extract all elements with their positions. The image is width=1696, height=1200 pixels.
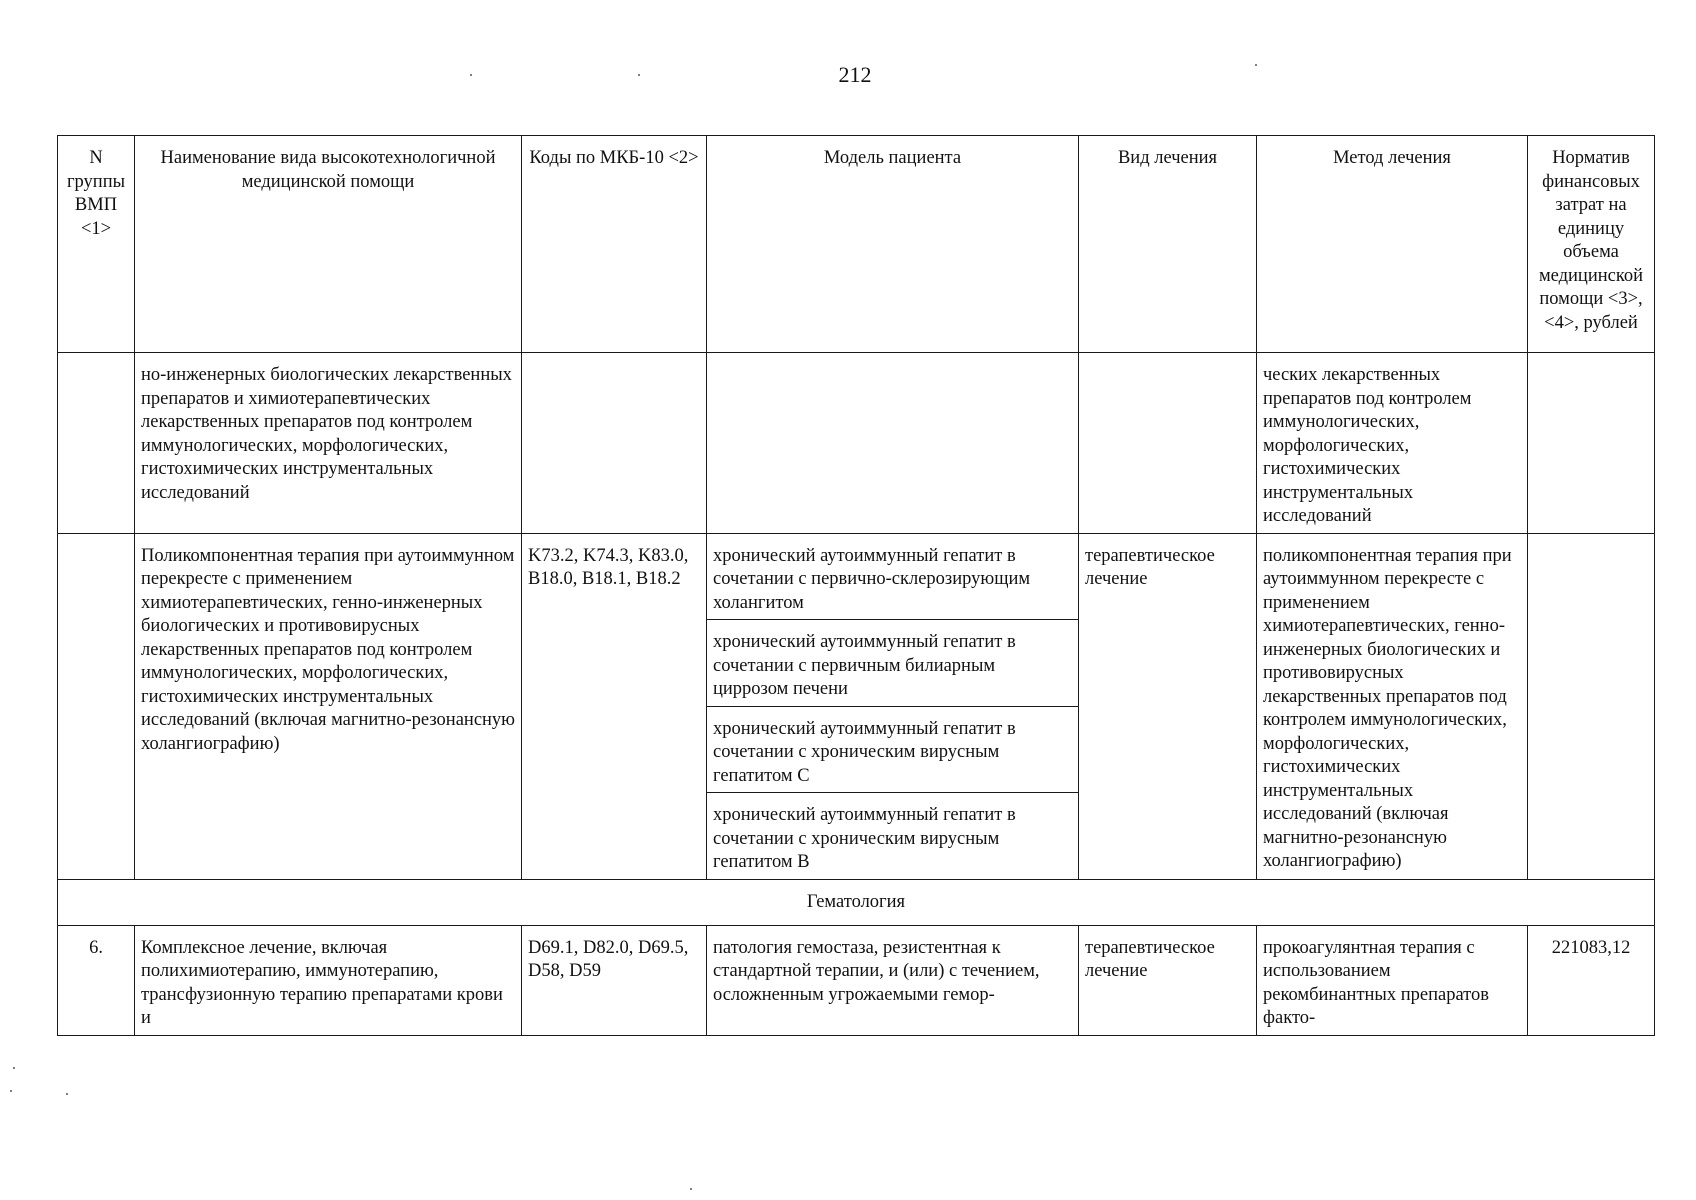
hep-treatment-cell: терапевтическое лечение bbox=[1079, 533, 1257, 879]
hep-model-3: хронический аутоиммунный гепатит в сочетании с хроническим вирусным гепатитом C bbox=[707, 706, 1079, 793]
row6-codes: D69.1, D82.0, D69.5, D58, D59 bbox=[522, 925, 707, 1035]
cont-name-cell: но-инженерных биологических лекарственных препаратов и химиотерапевтических лекарственных препаратов под контролем иммунологических, морфологических, гистохимических инструментальных исследований bbox=[135, 353, 522, 534]
page-number: 212 bbox=[838, 62, 872, 87]
cont-treatment-cell bbox=[1079, 353, 1257, 534]
hep-group-cell bbox=[58, 533, 135, 879]
header-treatment: Вид лечения bbox=[1079, 136, 1257, 353]
header-model: Модель пациента bbox=[707, 136, 1079, 353]
hep-model-1: хронический аутоиммунный гепатит в сочетании с первично-склерозирующим холангитом bbox=[707, 533, 1079, 620]
row-6 bbox=[58, 925, 1655, 1035]
hep-model-4: хронический аутоиммунный гепатит в сочетании с хроническим вирусным гепатитом B bbox=[707, 793, 1079, 880]
hepatitis-row bbox=[58, 533, 1655, 620]
header-row bbox=[58, 136, 1655, 353]
cont-codes-cell bbox=[522, 353, 707, 534]
row6-model: патология гемостаза, резистентная к стандартной терапии, и (или) с течением, осложненным угрожаемыми гемор- bbox=[707, 925, 1079, 1035]
row6-group: 6. bbox=[58, 925, 135, 1035]
hep-model-2: хронический аутоиммунный гепатит в сочетании с первичным билиарным циррозом печени bbox=[707, 620, 1079, 707]
scan-speck bbox=[638, 74, 640, 76]
cont-group-cell bbox=[58, 353, 135, 534]
scan-speck bbox=[66, 1093, 68, 1095]
scan-speck bbox=[690, 1188, 692, 1190]
header-group: N группы ВМП <1> bbox=[58, 136, 135, 353]
header-method: Метод лечения bbox=[1257, 136, 1528, 353]
hep-method-cell: поликомпонентная терапия при аутоиммунном перекресте с применением химиотерапевтических, генно-инженерных биологических и противовирусных лекарственных препаратов под контролем иммунологических, морфологических, гистохимических инструментальных исследований (включая магнитно-резонансную холангиографию) bbox=[1257, 533, 1528, 879]
scan-speck bbox=[1255, 64, 1257, 66]
section-row bbox=[58, 879, 1655, 925]
header-codes: Коды по МКБ-10 <2> bbox=[522, 136, 707, 353]
header-norm: Норматив финансовых затрат на единицу объема медицинской помощи <3>, <4>, рублей bbox=[1528, 136, 1655, 353]
row6-name: Комплексное лечение, включая полихимиотерапию, иммунотерапию, трансфузионную терапию препаратами крови и bbox=[135, 925, 522, 1035]
row6-treatment: терапевтическое лечение bbox=[1079, 925, 1257, 1035]
hep-name-cell: Поликомпонентная терапия при аутоиммунном перекресте с применением химиотерапевтических, генно-инженерных биологических и противовирусных лекарственных препаратов под контролем иммунологических, морфологических, гистохимических инструментальных исследований (включая магнитно-резонансную холангиографию) bbox=[135, 533, 522, 879]
vmp-table bbox=[57, 135, 1655, 1036]
header-name: Наименование вида высокотехнологичной медицинской помощи bbox=[135, 136, 522, 353]
scan-speck bbox=[10, 1090, 12, 1092]
section-title: Гематология bbox=[58, 879, 1655, 925]
cont-norm-cell bbox=[1528, 353, 1655, 534]
hep-norm-cell bbox=[1528, 533, 1655, 879]
hep-codes-cell: K73.2, K74.3, K83.0, B18.0, B18.1, B18.2 bbox=[522, 533, 707, 879]
continuation-row bbox=[58, 353, 1655, 534]
row6-norm: 221083,12 bbox=[1528, 925, 1655, 1035]
scan-speck bbox=[13, 1067, 15, 1069]
scan-speck bbox=[470, 74, 472, 76]
row6-method: прокоагулянтная терапия с использованием рекомбинантных препаратов факто- bbox=[1257, 925, 1528, 1035]
cont-method-cell: ческих лекарственных препаратов под контролем иммунологических, морфологических, гистохимических инструментальных исследований bbox=[1257, 353, 1528, 534]
cont-model-cell bbox=[707, 353, 1079, 534]
